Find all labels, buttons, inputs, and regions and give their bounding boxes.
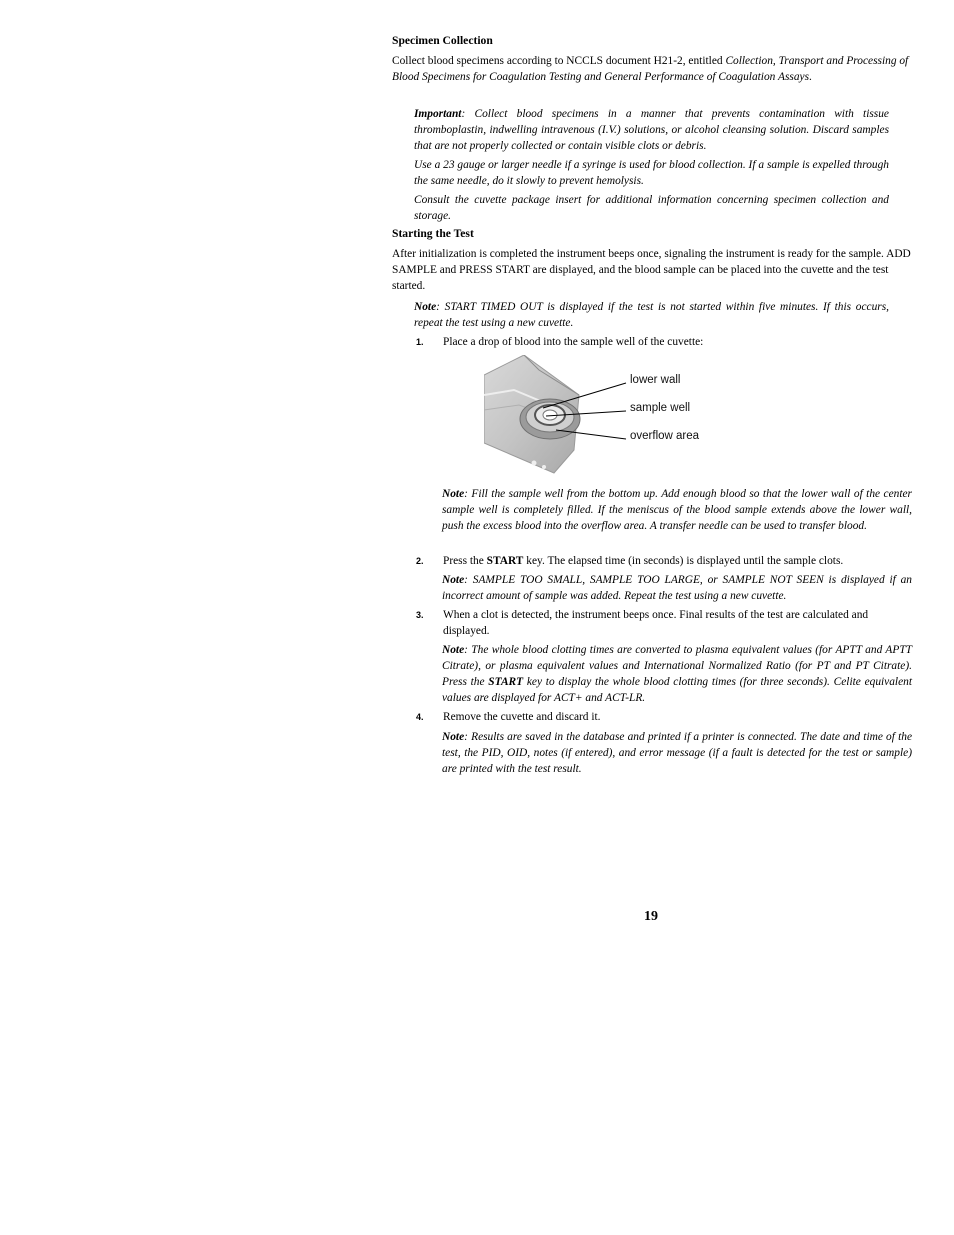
step-2-text-pre: Press the (443, 555, 487, 567)
important-text: : Collect blood specimens in a manner that prevents contamination with tissue thromboplastin, indwelling intravenous (I.V.) solutions, or alcohol cleansing solution. Discard samples that are not properly collected or contain visible clots or debris. (414, 108, 889, 152)
timeout-note-text: : START TIMED OUT is displayed if the test is not started within five minutes. If this occurs, repeat the test using a new cuvette. (414, 301, 889, 329)
step-number-4: 4. (416, 712, 424, 722)
step-4-note-label: Note (442, 731, 465, 743)
step-number-3: 3. (416, 610, 424, 620)
step-3-note-label: Note (442, 644, 465, 656)
needle-note: Use a 23 gauge or larger needle if a syringe is used for blood collection. If a sample is expelled through the same needle, do it slowly to prevent hemolysis. (414, 159, 889, 187)
step-2-note-label: Note (442, 574, 465, 586)
timeout-note-label: Note (414, 301, 437, 313)
specimen-intro-paragraph (392, 53, 912, 85)
step-2-text-post: key. The elapsed time (in seconds) is displayed until the sample clots. (523, 555, 844, 567)
consult-note: Consult the cuvette package insert for additional information concerning specimen collection and storage. (414, 194, 889, 222)
step-3-note-text-post: key to display the whole blood clotting times (for three seconds). Celite equivalent values are displayed for ACT+ and ACT-LR. (442, 676, 913, 704)
section-heading-starting-the-test: Starting the Test (392, 227, 474, 240)
section-heading-specimen-collection: Specimen Collection (392, 34, 493, 47)
step-3-text: When a clot is detected, the instrument beeps once. Final results of the test are calculated and displayed. (443, 609, 869, 637)
figure-label-sample-well: sample well (630, 402, 691, 414)
cuvette-figure (484, 355, 634, 475)
step-number-2: 2. (416, 556, 424, 566)
specimen-intro-post: . (809, 71, 812, 83)
step-4-note (442, 729, 912, 777)
specimen-intro-pre: Collect blood specimens according to NCCLS document H21-2, entitled (392, 55, 726, 67)
step-1-text: Place a drop of blood into the sample well of the cuvette: (443, 336, 704, 348)
specimen-intro-title: Collection, Transport and Processing of Blood Specimens for Coagulation Testing and General Performance of Coagulation Assays (392, 55, 909, 83)
step-3-start-key-label: START (488, 676, 524, 688)
important-label: Important (414, 108, 462, 120)
important-note (414, 106, 889, 154)
page-number: 19 (644, 909, 658, 924)
step-1-note-label: Note (442, 488, 465, 500)
start-key-label: START (486, 555, 524, 567)
step-number-1: 1. (416, 337, 424, 347)
figure-label-overflow-area: overflow area (630, 430, 700, 442)
figure-label-lower-wall: lower wall (630, 374, 681, 386)
step-1-note (442, 486, 912, 534)
timeout-note (414, 299, 889, 331)
step-3-note-text-pre: : The whole blood clotting times are converted to plasma equivalent values (for APTT and APTT Citrate), or plasma equivalent values and International Normalized Ratio (for PT and PT Citrate). Press the (442, 644, 912, 688)
step-2-text (443, 553, 903, 569)
step-4-text: Remove the cuvette and discard it. (443, 711, 601, 723)
step-2-note (442, 572, 912, 604)
step-3-note (442, 642, 912, 706)
step-1-note-text: : Fill the sample well from the bottom up. Add enough blood so that the lower wall of the center sample well is completely filled. If the meniscus of the blood sample extends above the lower wall, push the excess blood into the overflow area. A transfer needle can be used to transfer blood. (442, 488, 912, 532)
step-2-note-text: : SAMPLE TOO SMALL, SAMPLE TOO LARGE, or SAMPLE NOT SEEN is displayed if an incorrect amount of sample was added. Repeat the test using a new cuvette. (442, 574, 912, 602)
starting-intro-paragraph: After initialization is completed the instrument beeps once, signaling the instrument is ready for the sample. ADD SAMPLE and PRESS START are displayed, and the blood sample can be placed into the cuvette and the test started. (392, 248, 911, 292)
step-4-note-text: : Results are saved in the database and printed if a printer is connected. The date and time of the test, the PID, OID, notes (if entered), and error message (if a fault is detected for the test or sample) are printed with the test result. (442, 731, 912, 775)
